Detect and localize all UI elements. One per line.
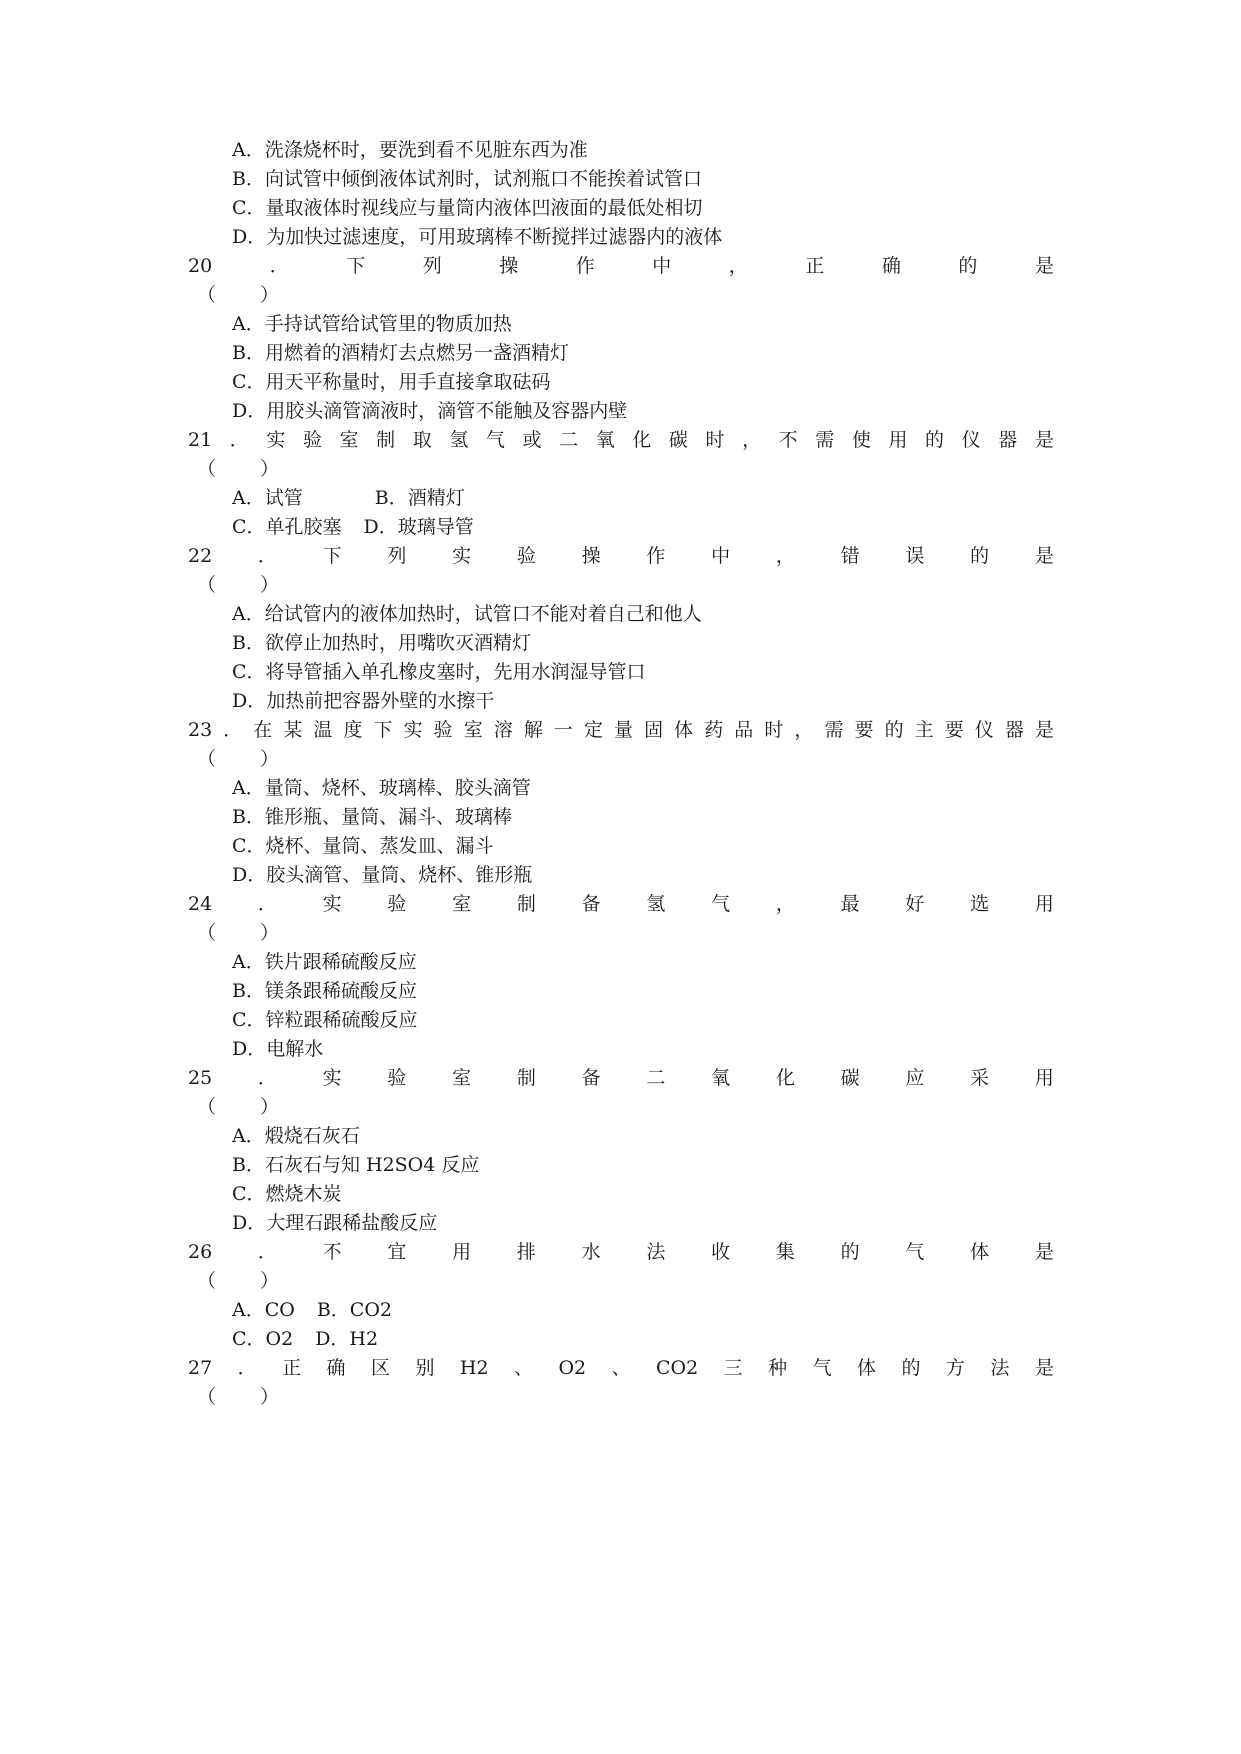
paren-open: （ <box>197 1270 217 1292</box>
stem-char: 实 <box>322 1067 342 1089</box>
stem-char: ， <box>775 893 795 915</box>
stem-char: 实 <box>403 719 423 741</box>
stem-char: 氧 <box>711 1067 731 1089</box>
option-line: B．向试管中倾倒液体试剂时，试剂瓶口不能挨着试管口 <box>232 168 702 190</box>
question-stem <box>188 1356 1054 1380</box>
question-number: 21 <box>188 429 213 451</box>
stem-char: 中 <box>652 255 672 277</box>
option-row <box>232 486 465 510</box>
option-item: C．单孔胶塞 <box>232 516 342 538</box>
stem-char: 是 <box>1034 255 1054 277</box>
stem-char: 选 <box>970 893 990 915</box>
stem-char: 集 <box>775 1241 795 1263</box>
option-item: A．试管 <box>232 487 303 509</box>
stem-char: 确 <box>326 1357 346 1379</box>
stem-char: 的 <box>958 255 978 277</box>
option-row <box>232 1327 378 1351</box>
question-number: 27 <box>188 1357 213 1379</box>
answer-blank <box>197 921 279 945</box>
stem-char: 碳 <box>840 1067 860 1089</box>
stem-char: 不 <box>778 429 798 451</box>
option-line: A．给试管内的液体加热时，试管口不能对着自己和他人 <box>232 603 702 625</box>
stem-char: 作 <box>646 545 666 567</box>
stem-char: 下 <box>322 545 342 567</box>
stem-char: 三 <box>723 1357 743 1379</box>
stem-char: 确 <box>881 255 901 277</box>
stem-char: 温 <box>313 719 333 741</box>
stem-char: 法 <box>990 1357 1010 1379</box>
stem-char: 列 <box>422 255 442 277</box>
question-stem <box>188 428 1054 452</box>
stem-char: 水 <box>581 1241 601 1263</box>
stem-char: 误 <box>905 545 925 567</box>
paren-close: ） <box>260 922 280 944</box>
option-item: B．酒精灯 <box>374 487 465 509</box>
option-row <box>232 515 474 539</box>
stem-char: 气 <box>905 1241 925 1263</box>
stem-char: 室 <box>339 429 359 451</box>
stem-char: 验 <box>387 893 407 915</box>
stem-char: 氢 <box>646 893 666 915</box>
stem-char: 的 <box>840 1241 860 1263</box>
stem-char: 用 <box>888 429 908 451</box>
stem-char: 使 <box>851 429 871 451</box>
paren-open: （ <box>197 748 217 770</box>
option-line: A．煅烧石灰石 <box>232 1125 360 1147</box>
option-line: B．用燃着的酒精灯去点燃另一盏酒精灯 <box>232 342 569 364</box>
option-line: D．电解水 <box>232 1038 324 1060</box>
option-line: C．用天平称量时，用手直接拿取砝码 <box>232 371 551 393</box>
stem-char: 室 <box>463 719 483 741</box>
stem-char: 区 <box>370 1357 390 1379</box>
option-line: D．加热前把容器外壁的水擦干 <box>232 690 495 712</box>
paren-open: （ <box>197 458 217 480</box>
option-row <box>232 1298 392 1322</box>
paren-close: ） <box>260 1096 280 1118</box>
option-line: C．量取液体时视线应与量筒内液体凹液面的最低处相切 <box>232 197 703 219</box>
stem-char: 验 <box>387 1067 407 1089</box>
stem-char: ． <box>229 429 249 451</box>
stem-char: ． <box>223 719 243 741</box>
stem-char: 气 <box>711 893 731 915</box>
stem-char: O2 <box>558 1357 587 1379</box>
stem-char: 气 <box>812 1357 832 1379</box>
stem-char: 备 <box>581 893 601 915</box>
stem-char: 品 <box>734 719 754 741</box>
answer-blank <box>197 1269 279 1293</box>
stem-char: 度 <box>343 719 363 741</box>
stem-char: 化 <box>775 1067 795 1089</box>
option-line: A．手持试管给试管里的物质加热 <box>232 313 512 335</box>
stem-char: 列 <box>387 545 407 567</box>
stem-char: 氢 <box>449 429 469 451</box>
stem-char: 中 <box>711 545 731 567</box>
stem-char: ． <box>257 893 277 915</box>
stem-char: 验 <box>433 719 453 741</box>
option-line: B．镁条跟稀硫酸反应 <box>232 980 417 1002</box>
option-line: A．铁片跟稀硫酸反应 <box>232 951 417 973</box>
stem-char: 是 <box>1034 1357 1054 1379</box>
stem-char: 用 <box>452 1241 472 1263</box>
stem-char: 需 <box>815 429 835 451</box>
option-line: A．洗涤烧杯时，要洗到看不见脏东西为准 <box>232 139 588 161</box>
question-number: 25 <box>188 1067 213 1089</box>
option-line: D．为加快过滤速度，可用玻璃棒不断搅拌过滤器内的液体 <box>232 226 723 248</box>
stem-char: 种 <box>768 1357 788 1379</box>
question-stem <box>188 718 1054 742</box>
stem-char: ． <box>237 1357 257 1379</box>
option-line: B．锥形瓶、量筒、漏斗、玻璃棒 <box>232 806 512 828</box>
stem-char: 化 <box>632 429 652 451</box>
paren-close: ） <box>260 748 280 770</box>
paren-close: ） <box>260 1270 280 1292</box>
stem-char: 药 <box>704 719 724 741</box>
stem-char: 仪 <box>961 429 981 451</box>
stem-char: 采 <box>970 1067 990 1089</box>
stem-char: 用 <box>1034 1067 1054 1089</box>
stem-char: 时 <box>705 429 725 451</box>
question-number: 26 <box>188 1241 213 1263</box>
option-item: D．玻璃导管 <box>363 516 474 538</box>
option-line: D．大理石跟稀盐酸反应 <box>232 1212 438 1234</box>
stem-char: 要 <box>854 719 874 741</box>
paren-open: （ <box>197 574 217 596</box>
stem-char: 或 <box>522 429 542 451</box>
stem-char: 正 <box>805 255 825 277</box>
stem-char: 排 <box>516 1241 536 1263</box>
stem-char: 二 <box>646 1067 666 1089</box>
stem-char: 二 <box>559 429 579 451</box>
stem-char: ， <box>775 545 795 567</box>
option-line: A．量筒、烧杯、玻璃棒、胶头滴管 <box>232 777 531 799</box>
option-line: C．燃烧木炭 <box>232 1183 342 1205</box>
stem-char: 固 <box>644 719 664 741</box>
stem-char: 、 <box>514 1357 534 1379</box>
stem-char: 操 <box>581 545 601 567</box>
stem-char: 是 <box>1034 1241 1054 1263</box>
answer-blank <box>197 747 279 771</box>
stem-char: 制 <box>516 1067 536 1089</box>
stem-char: 是 <box>1034 429 1054 451</box>
question-stem <box>188 892 1054 916</box>
paren-open: （ <box>197 1386 217 1408</box>
answer-blank <box>197 1385 279 1409</box>
question-number: 20 <box>188 255 213 277</box>
option-item: C．O2 <box>232 1328 294 1350</box>
question-stem <box>188 544 1054 568</box>
paren-close: ） <box>260 574 280 596</box>
paren-close: ） <box>260 458 280 480</box>
stem-char: 仪 <box>974 719 994 741</box>
answer-blank <box>197 283 279 307</box>
stem-char: 主 <box>914 719 934 741</box>
stem-char: 应 <box>905 1067 925 1089</box>
paren-open: （ <box>197 922 217 944</box>
stem-char: 制 <box>376 429 396 451</box>
stem-char: ． <box>257 1241 277 1263</box>
option-line: B．石灰石与知 H2SO4 反应 <box>232 1154 480 1176</box>
stem-char: ， <box>728 255 748 277</box>
stem-char: 一 <box>553 719 573 741</box>
stem-char: 宜 <box>387 1241 407 1263</box>
stem-char: ， <box>794 719 814 741</box>
stem-char: 在 <box>253 719 273 741</box>
question-stem <box>188 1240 1054 1264</box>
stem-char: 错 <box>840 545 860 567</box>
option-line: C．将导管插入单孔橡皮塞时，先用水润湿导管口 <box>232 661 646 683</box>
stem-char: ． <box>257 1067 277 1089</box>
stem-char: 不 <box>322 1241 342 1263</box>
paren-close: ） <box>260 284 280 306</box>
question-stem <box>188 1066 1054 1090</box>
stem-char: H2 <box>459 1357 489 1379</box>
question-stem <box>188 254 1054 278</box>
stem-char: 下 <box>373 719 393 741</box>
stem-char: 氧 <box>595 429 615 451</box>
stem-char: 是 <box>1034 545 1054 567</box>
question-number: 23 <box>188 719 213 741</box>
stem-char: 时 <box>764 719 784 741</box>
stem-char: 需 <box>824 719 844 741</box>
question-number: 24 <box>188 893 213 915</box>
stem-char: 制 <box>516 893 536 915</box>
option-item: D．H2 <box>315 1328 379 1350</box>
stem-char: 实 <box>322 893 342 915</box>
stem-char: 实 <box>452 545 472 567</box>
stem-char: 操 <box>499 255 519 277</box>
option-line: C．烧杯、量筒、蒸发皿、漏斗 <box>232 835 494 857</box>
stem-char: 解 <box>523 719 543 741</box>
option-line: D．用胶头滴管滴液时，滴管不能触及容器内壁 <box>232 400 628 422</box>
stem-char: 的 <box>970 545 990 567</box>
stem-char: 好 <box>905 893 925 915</box>
stem-char: 器 <box>1004 719 1024 741</box>
option-item: B．CO2 <box>316 1299 393 1321</box>
stem-char: 的 <box>925 429 945 451</box>
stem-char: 正 <box>282 1357 302 1379</box>
answer-blank <box>197 573 279 597</box>
stem-char: 气 <box>485 429 505 451</box>
paren-open: （ <box>197 284 217 306</box>
stem-char: 要 <box>944 719 964 741</box>
stem-char: 别 <box>415 1357 435 1379</box>
stem-char: 实 <box>266 429 286 451</box>
stem-char: CO2 <box>656 1357 699 1379</box>
stem-char: 的 <box>884 719 904 741</box>
stem-char: 器 <box>998 429 1018 451</box>
option-line: B．欲停止加热时，用嘴吹灭酒精灯 <box>232 632 531 654</box>
stem-char: 方 <box>945 1357 965 1379</box>
stem-char: 室 <box>452 893 472 915</box>
stem-char: 体 <box>970 1241 990 1263</box>
stem-char: 体 <box>857 1357 877 1379</box>
stem-char: 的 <box>901 1357 921 1379</box>
stem-char: 验 <box>516 545 536 567</box>
stem-char: 碳 <box>668 429 688 451</box>
stem-char: 验 <box>302 429 322 451</box>
option-item: A．CO <box>232 1299 295 1321</box>
stem-char: 定 <box>583 719 603 741</box>
stem-char: 体 <box>674 719 694 741</box>
stem-char: 是 <box>1034 719 1054 741</box>
stem-char: 下 <box>346 255 366 277</box>
question-number: 22 <box>188 545 213 567</box>
stem-char: 量 <box>614 719 634 741</box>
stem-char: ． <box>257 545 277 567</box>
stem-char: 备 <box>581 1067 601 1089</box>
stem-char: 用 <box>1034 893 1054 915</box>
stem-char: 、 <box>611 1357 631 1379</box>
answer-blank <box>197 1095 279 1119</box>
option-line: C．锌粒跟稀硫酸反应 <box>232 1009 418 1031</box>
stem-char: 最 <box>840 893 860 915</box>
stem-char: 室 <box>452 1067 472 1089</box>
paren-open: （ <box>197 1096 217 1118</box>
stem-char: 溶 <box>493 719 513 741</box>
stem-char: 取 <box>412 429 432 451</box>
option-line: D．胶头滴管、量筒、烧杯、锥形瓶 <box>232 864 533 886</box>
stem-char: ． <box>269 255 289 277</box>
stem-char: ， <box>742 429 762 451</box>
stem-char: 收 <box>711 1241 731 1263</box>
stem-char: 某 <box>283 719 303 741</box>
paren-close: ） <box>260 1386 280 1408</box>
stem-char: 法 <box>646 1241 666 1263</box>
stem-char: 作 <box>575 255 595 277</box>
answer-blank <box>197 457 279 481</box>
